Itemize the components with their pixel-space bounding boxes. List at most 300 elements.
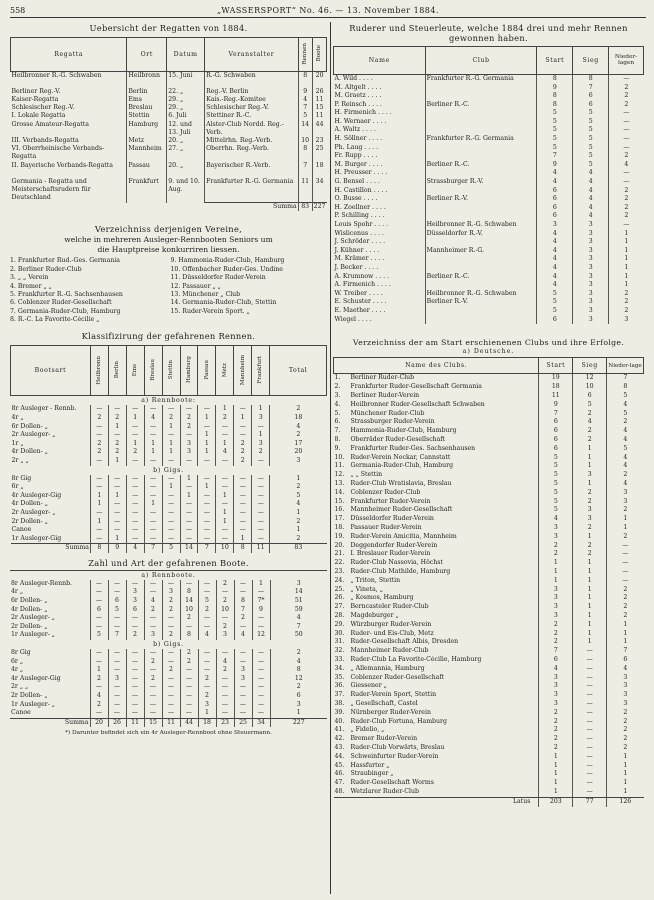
count: — bbox=[90, 588, 108, 597]
count: 2 bbox=[180, 658, 198, 667]
club-number: 13. bbox=[334, 480, 345, 488]
count: — bbox=[90, 623, 108, 632]
ruderer-sieg: 5 bbox=[573, 126, 609, 135]
ruderer-name: J. Schröder . . . . bbox=[334, 238, 386, 246]
count: 10 bbox=[216, 606, 234, 615]
club-name: Frankfurter Ruder-Gesellschaft Germania bbox=[350, 383, 482, 391]
klass-section-label: b) Gigs. bbox=[153, 466, 184, 474]
ruderer-club bbox=[425, 187, 537, 196]
ruderer-title-2: gewonnen haben. bbox=[449, 32, 528, 43]
count: — bbox=[234, 500, 252, 509]
summa-value: 8 bbox=[234, 544, 252, 553]
count: — bbox=[252, 483, 270, 492]
count: — bbox=[108, 692, 126, 701]
count: 2 bbox=[162, 606, 180, 615]
regatta-veranstalter: Stettiner R.-C. bbox=[205, 112, 299, 120]
ruderer-row bbox=[334, 84, 644, 93]
row-total: 5 bbox=[270, 492, 327, 501]
ruderer-niederlagen: 2 bbox=[609, 152, 644, 161]
count: — bbox=[234, 518, 252, 527]
ruderer-name: A. Krumnow . . . . bbox=[334, 272, 390, 280]
count: 5 bbox=[108, 606, 126, 615]
row-total: 8 bbox=[270, 666, 327, 675]
count: — bbox=[216, 526, 234, 535]
club-name: Ruder-Gesellschaft Albis, Dresden bbox=[350, 638, 459, 646]
count: — bbox=[126, 614, 144, 623]
club-number: 14. bbox=[334, 488, 345, 496]
count: — bbox=[162, 649, 180, 658]
count: — bbox=[198, 683, 216, 692]
count: — bbox=[162, 475, 180, 484]
ruderer-niederlagen: 3 bbox=[609, 316, 644, 325]
ruderer-niederlagen: 2 bbox=[609, 187, 644, 196]
club-name: Heilbronner Ruder-Gesellschaft Schwaben bbox=[350, 400, 485, 408]
zahl-row bbox=[10, 683, 327, 692]
club-row bbox=[334, 718, 644, 727]
count: — bbox=[126, 623, 144, 632]
ruderer-niederlagen: 2 bbox=[609, 212, 644, 221]
count: — bbox=[144, 483, 162, 492]
ruderer-sieg: 7 bbox=[573, 84, 609, 93]
club-niederlage: 7 bbox=[607, 374, 644, 383]
count: 1 bbox=[144, 448, 162, 457]
regatta-datum: 22. „ bbox=[167, 88, 205, 96]
club-niederlage: 1 bbox=[607, 770, 644, 779]
ruderer-row bbox=[334, 126, 644, 135]
row-total: 6 bbox=[270, 692, 327, 701]
count: — bbox=[252, 692, 270, 701]
ruderer-niederlagen: 2 bbox=[609, 84, 644, 93]
klass-row bbox=[11, 475, 327, 484]
ruderer-row bbox=[334, 169, 644, 178]
ruderer-club bbox=[425, 316, 537, 325]
regatta-row bbox=[11, 178, 327, 203]
ruderer-name: E. Maether . . . . bbox=[334, 306, 386, 314]
club-row bbox=[334, 506, 644, 515]
verein-item: 7. Germania-Ruder-Club, Hamburg bbox=[10, 307, 121, 315]
club-niederlage: 3 bbox=[607, 691, 644, 700]
count: 2 bbox=[198, 675, 216, 684]
count: — bbox=[162, 623, 180, 632]
count: — bbox=[162, 457, 180, 466]
count: 1 bbox=[234, 414, 252, 423]
club-name: Hammonia-Ruder-Club, Hamburg bbox=[350, 427, 457, 435]
row-total: 18 bbox=[270, 414, 327, 423]
count: — bbox=[108, 483, 126, 492]
count: — bbox=[234, 649, 252, 658]
col-niederlage: Nieder-lage bbox=[607, 358, 644, 374]
ruderer-name: H. Zoellner . . . . bbox=[334, 203, 386, 211]
club-sieg: 5 bbox=[573, 401, 607, 410]
zahl-row bbox=[10, 588, 327, 597]
count: 2 bbox=[216, 597, 234, 606]
club-niederlage: 1 bbox=[607, 779, 644, 788]
club-name: „ Kosmos, Hamburg bbox=[350, 594, 414, 602]
count: 1 bbox=[126, 440, 144, 449]
regatta-row bbox=[11, 71, 327, 87]
club-start: 1 bbox=[539, 770, 573, 779]
ruderer-niederlagen: 2 bbox=[609, 195, 644, 204]
count: 7* bbox=[252, 597, 270, 606]
count: — bbox=[162, 614, 180, 623]
club-start: 4 bbox=[539, 665, 573, 674]
klass-row bbox=[11, 518, 327, 527]
ruderer-club: Düsseldorfer R.-V. bbox=[425, 230, 537, 239]
clubs-table bbox=[333, 357, 644, 806]
ruderer-row bbox=[334, 187, 644, 196]
count: 2 bbox=[144, 658, 162, 667]
ruderer-sieg: 3 bbox=[573, 273, 609, 282]
club-number: 1. bbox=[334, 374, 341, 382]
club-sieg: 2 bbox=[573, 489, 607, 498]
count: — bbox=[252, 623, 270, 632]
count: 3 bbox=[162, 588, 180, 597]
club-name: Frankfurter Ruder-Verein bbox=[350, 497, 431, 505]
club-niederlage: 4 bbox=[607, 401, 644, 410]
regatta-ort: Heilbronn bbox=[127, 71, 167, 87]
ruderer-club: Frankfurter R.-G. Germania bbox=[425, 74, 537, 83]
ruderer-club bbox=[425, 264, 537, 273]
count: 2 bbox=[90, 675, 108, 684]
count: 1 bbox=[216, 492, 234, 501]
count: 3 bbox=[180, 448, 198, 457]
club-start: 3 bbox=[539, 586, 573, 595]
count: 2 bbox=[216, 666, 234, 675]
club-number: 12. bbox=[334, 471, 345, 479]
summa-value: 227 bbox=[270, 718, 327, 727]
count: — bbox=[198, 500, 216, 509]
count: — bbox=[216, 535, 234, 544]
verein-item: 8. R.-C. La Favorite-Cécilie „ bbox=[10, 316, 100, 324]
club-name: Ruder-Club Fortuna, Hamburg bbox=[350, 717, 447, 725]
club-row bbox=[334, 656, 644, 665]
ruderer-name: M. Altgelt . . . . bbox=[334, 83, 382, 91]
club-sieg: 1 bbox=[573, 568, 607, 577]
club-row bbox=[334, 700, 644, 709]
ruderer-club bbox=[425, 307, 537, 316]
count: 1 bbox=[216, 518, 234, 527]
regatta-ort: Mannheim bbox=[127, 145, 167, 161]
count: — bbox=[90, 509, 108, 518]
ruderer-sieg: 6 bbox=[573, 92, 609, 101]
club-row bbox=[334, 401, 644, 410]
club-start: 5 bbox=[539, 454, 573, 463]
ruderer-sieg: 4 bbox=[573, 212, 609, 221]
count: 2 bbox=[108, 448, 126, 457]
club-row bbox=[334, 436, 644, 445]
klass-row bbox=[11, 431, 327, 440]
club-start: 1 bbox=[539, 762, 573, 771]
journal-title: „WASSERSPORT“ No. 46. — 13. November 1884. bbox=[216, 6, 440, 15]
count: 1 bbox=[216, 405, 234, 414]
club-number: 24. bbox=[334, 576, 345, 584]
count: — bbox=[252, 658, 270, 667]
club-number: 25. bbox=[334, 585, 345, 593]
zahl-title: Zahl und Art der gefahrenen Boote. bbox=[88, 557, 249, 568]
ruderer-niederlagen: 1 bbox=[609, 264, 644, 273]
club-name: Wetzlarer Ruder-Club bbox=[350, 787, 419, 795]
count: 1 bbox=[198, 709, 216, 718]
ruderer-sieg: 4 bbox=[573, 204, 609, 213]
club-sieg: 1 bbox=[573, 462, 607, 471]
ruderer-row bbox=[334, 255, 644, 264]
ruderer-sieg: 3 bbox=[573, 221, 609, 230]
club-start: 3 bbox=[539, 691, 573, 700]
count: — bbox=[198, 526, 216, 535]
count: 3 bbox=[126, 597, 144, 606]
regatta-boote: 26 bbox=[312, 88, 326, 96]
count: 2 bbox=[180, 414, 198, 423]
count: 1 bbox=[180, 475, 198, 484]
ruderer-row bbox=[334, 281, 644, 290]
regatta-rennen: 10 bbox=[298, 137, 312, 145]
ruderer-club bbox=[425, 281, 537, 290]
row-total: 3 bbox=[270, 701, 327, 710]
zahl-row bbox=[10, 649, 327, 658]
boat-type: 2r Dollen- „ bbox=[11, 691, 48, 699]
club-row bbox=[334, 674, 644, 683]
count: — bbox=[144, 701, 162, 710]
count: — bbox=[90, 475, 108, 484]
ruderer-club: Heilbronner R.-G. Schwaben bbox=[425, 290, 537, 299]
count: — bbox=[144, 623, 162, 632]
ruderer-row bbox=[334, 135, 644, 144]
club-niederlage: 2 bbox=[607, 533, 644, 542]
regatta-name: Berliner Reg.-V. bbox=[11, 87, 61, 95]
boat-type: Canoe bbox=[11, 526, 32, 534]
ruderer-start: 4 bbox=[537, 230, 573, 239]
count: — bbox=[90, 658, 108, 667]
club-row bbox=[334, 630, 644, 639]
count: 12 bbox=[252, 631, 270, 640]
count: — bbox=[216, 709, 234, 718]
count: — bbox=[144, 535, 162, 544]
club-start: 6 bbox=[539, 418, 573, 427]
count: — bbox=[234, 701, 252, 710]
summa-value: 23 bbox=[216, 718, 234, 727]
count: — bbox=[126, 701, 144, 710]
ruderer-start: 8 bbox=[537, 101, 573, 110]
club-sieg: 2 bbox=[573, 410, 607, 419]
ruderer-name: P. Schilling . . . . bbox=[334, 212, 385, 220]
count: 1 bbox=[198, 483, 216, 492]
club-row bbox=[334, 542, 644, 551]
club-niederlage: 1 bbox=[607, 638, 644, 647]
vereine-title-1: Verzeichniss derjenigen Vereine, bbox=[94, 224, 243, 235]
klass-row bbox=[11, 414, 327, 423]
zahl-row bbox=[10, 709, 327, 718]
count: — bbox=[198, 475, 216, 484]
count: — bbox=[180, 526, 198, 535]
zahl-row bbox=[10, 692, 327, 701]
club-row bbox=[334, 753, 644, 762]
club-start: 2 bbox=[539, 726, 573, 735]
club-niederlage: 2 bbox=[607, 612, 644, 621]
ruderer-row bbox=[334, 92, 644, 101]
club-sieg: 1 bbox=[573, 612, 607, 621]
regatta-rennen: 8 bbox=[298, 145, 312, 161]
ruderer-name: J. Becker . . . . bbox=[334, 263, 379, 271]
count: — bbox=[126, 423, 144, 432]
count: — bbox=[180, 709, 198, 718]
page-header bbox=[10, 4, 646, 18]
ruderer-niederlagen: 2 bbox=[609, 298, 644, 307]
ruderer-sieg: 3 bbox=[573, 255, 609, 264]
row-total: 4 bbox=[270, 614, 327, 623]
ruderer-row bbox=[334, 144, 644, 153]
count: — bbox=[180, 683, 198, 692]
club-row bbox=[334, 418, 644, 427]
regatta-veranstalter: Kais.-Reg.-Komitee bbox=[205, 96, 299, 104]
count: — bbox=[252, 701, 270, 710]
count: — bbox=[162, 658, 180, 667]
count: — bbox=[126, 692, 144, 701]
ruderer-sieg: 5 bbox=[573, 118, 609, 127]
col-ort: Passau bbox=[198, 346, 216, 396]
boat-type: 4r Dollen- „ bbox=[11, 500, 48, 508]
club-name: Coblenzer Ruder-Gesellschaft bbox=[350, 673, 445, 681]
count: 2 bbox=[234, 614, 252, 623]
ruderer-row bbox=[334, 152, 644, 161]
boat-type: 2r Ausleger- „ bbox=[11, 431, 56, 439]
boat-type: 4r „ bbox=[11, 588, 24, 596]
club-sieg: — bbox=[573, 788, 607, 797]
regatta-datum: 12. und 13. Juli bbox=[167, 121, 205, 137]
club-number: 8. bbox=[334, 436, 341, 444]
club-number: 18. bbox=[334, 524, 345, 532]
club-niederlage: 7 bbox=[607, 647, 644, 656]
count: — bbox=[216, 649, 234, 658]
regatta-boote: 18 bbox=[312, 162, 326, 178]
count: 1 bbox=[252, 431, 270, 440]
count: 1 bbox=[144, 440, 162, 449]
count: — bbox=[234, 431, 252, 440]
count: — bbox=[126, 535, 144, 544]
club-name: Ruder-Club Vorwärts, Breslau bbox=[350, 743, 445, 751]
row-total: 50 bbox=[270, 631, 327, 640]
count: 1 bbox=[216, 509, 234, 518]
count: 1 bbox=[252, 405, 270, 414]
count: 1 bbox=[108, 492, 126, 501]
ruderer-niederlagen: 1 bbox=[609, 238, 644, 247]
klass-summa-row bbox=[11, 544, 327, 553]
club-row bbox=[334, 515, 644, 524]
klass-row bbox=[11, 448, 327, 457]
ruderer-niederlagen: 1 bbox=[609, 247, 644, 256]
klass-section-row bbox=[11, 396, 327, 406]
zahl-section-row bbox=[10, 640, 327, 649]
count: 5 bbox=[90, 631, 108, 640]
ruderer-row bbox=[334, 221, 644, 230]
count: — bbox=[216, 500, 234, 509]
boat-type: 8r Gig bbox=[11, 474, 32, 482]
count: — bbox=[252, 509, 270, 518]
page-number: 558 bbox=[10, 6, 26, 15]
ruderer-title-1: Ruderer und Steuerleute, welche 1884 drei und mehr Rennen bbox=[349, 23, 628, 33]
count: — bbox=[144, 683, 162, 692]
count: — bbox=[252, 709, 270, 718]
count: — bbox=[144, 649, 162, 658]
club-start: 7 bbox=[539, 647, 573, 656]
club-niederlage: 3 bbox=[607, 682, 644, 691]
club-sieg: 2 bbox=[573, 524, 607, 533]
club-niederlage: — bbox=[607, 559, 644, 568]
regatta-rennen: 5 bbox=[298, 112, 312, 120]
klass-section-label: a) Rennboote: bbox=[141, 397, 196, 405]
regatta-rennen: 11 bbox=[298, 178, 312, 203]
ruderer-sieg: 3 bbox=[573, 281, 609, 290]
count: 1 bbox=[198, 414, 216, 423]
club-row bbox=[334, 383, 644, 392]
regatta-name: II. Bayerische Verbands-Regatta bbox=[11, 161, 113, 169]
club-row bbox=[334, 788, 644, 797]
regatta-name: I. Lokale Regatta bbox=[11, 112, 66, 120]
club-name: „ Fidelio, „ bbox=[350, 726, 385, 734]
club-row bbox=[334, 577, 644, 586]
count: 2 bbox=[216, 623, 234, 632]
count: 3 bbox=[180, 440, 198, 449]
count: 4 bbox=[144, 597, 162, 606]
club-number: 47. bbox=[334, 779, 345, 787]
club-name: Würzburger Ruder-Verein bbox=[350, 620, 432, 628]
club-number: 33. bbox=[334, 655, 345, 663]
club-name: Ruder-Club Mathilde, Hamburg bbox=[350, 568, 451, 575]
ruderer-row bbox=[334, 109, 644, 118]
count: — bbox=[252, 518, 270, 527]
count: 2 bbox=[108, 414, 126, 423]
club-niederlage: 4 bbox=[607, 462, 644, 471]
ruderer-niederlagen: — bbox=[609, 74, 644, 83]
count: 4 bbox=[144, 414, 162, 423]
club-number: 19. bbox=[334, 532, 345, 540]
verein-item: 15. Ruder-Verein Sport. „ bbox=[170, 307, 250, 315]
ruderer-start: 9 bbox=[537, 84, 573, 93]
count: — bbox=[162, 526, 180, 535]
club-number: 22. bbox=[334, 559, 345, 567]
regatta-rennen: 7 bbox=[298, 104, 312, 112]
ruderer-name: J. Kühner . . . . bbox=[334, 246, 380, 254]
col-name: Name bbox=[334, 46, 426, 74]
club-niederlage: — bbox=[607, 550, 644, 559]
regatta-name: Germania - Regatta und Meisterschaftsrudern für Deutschland bbox=[11, 178, 91, 202]
ruderer-start: 8 bbox=[537, 74, 573, 83]
regatta-rennen: 14 bbox=[298, 121, 312, 137]
ruderer-name: H. Wernaer . . . . bbox=[334, 117, 387, 125]
club-start: 4 bbox=[539, 515, 573, 524]
club-niederlage: 1 bbox=[607, 621, 644, 630]
count: — bbox=[108, 623, 126, 632]
count: — bbox=[252, 588, 270, 597]
club-number: 4. bbox=[334, 400, 341, 408]
ruderer-niederlagen: 1 bbox=[609, 273, 644, 282]
club-sieg: — bbox=[573, 735, 607, 744]
summa-value: 34 bbox=[252, 718, 270, 727]
regatta-rennen: 8 bbox=[298, 71, 312, 87]
col-ort: Breslau bbox=[144, 346, 162, 396]
ruderer-start: 4 bbox=[537, 273, 573, 282]
count: 2 bbox=[234, 440, 252, 449]
ruderer-row bbox=[334, 298, 644, 307]
ruderer-start: 5 bbox=[537, 109, 573, 118]
count: 3 bbox=[216, 631, 234, 640]
summa-value: 5 bbox=[162, 544, 180, 553]
club-sieg: — bbox=[573, 656, 607, 665]
row-total: 51 bbox=[270, 597, 327, 606]
count: — bbox=[108, 701, 126, 710]
club-start: 3 bbox=[539, 533, 573, 542]
club-name: Mannheimer Ruder-Gesellschaft bbox=[350, 506, 453, 514]
club-name: Strassburger Ruder-Verein bbox=[350, 418, 435, 426]
